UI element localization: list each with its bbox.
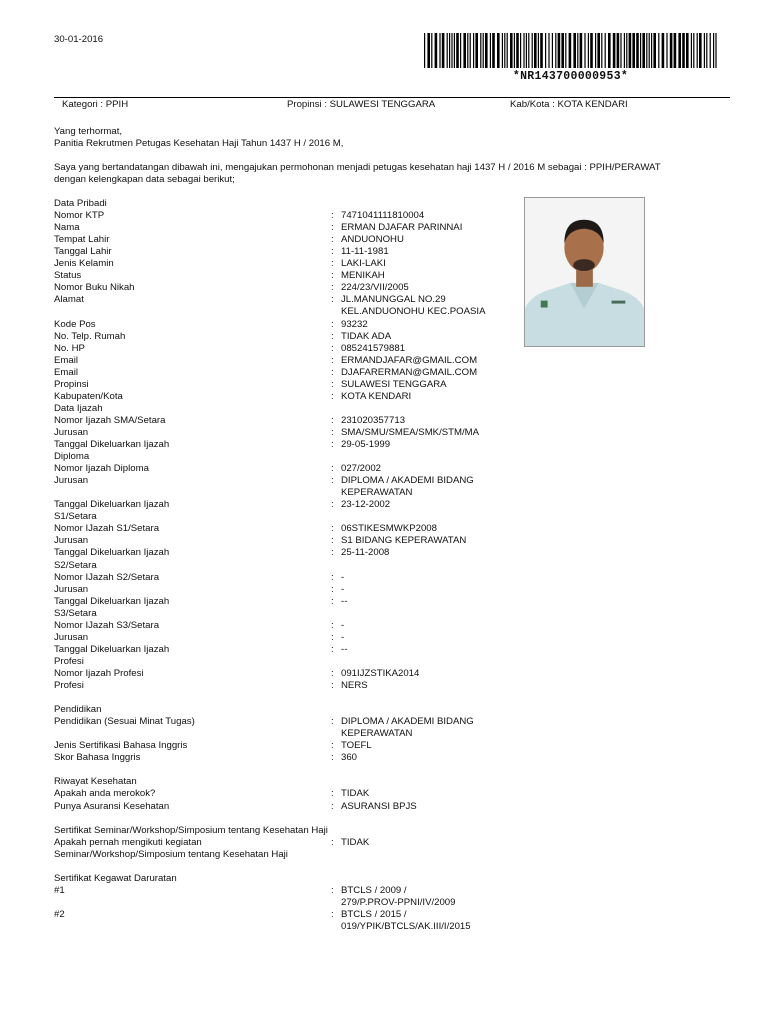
field-separator: : xyxy=(331,595,334,607)
intro-line-1: Saya yang bertandatangan dibawah ini, mengajukan permohonan menjadi petugas kesehatan haji 1437 H / 2016 M sebagai : PPIH/PERAWAT xyxy=(54,162,661,173)
field-separator: : xyxy=(331,270,334,282)
field-value-kode-pos: 93232 xyxy=(341,318,368,330)
field-label-pendidikan: Pendidikan xyxy=(54,704,102,716)
field-value-nomor-ijazah-s1-setara: 06STIKESMWKP2008 xyxy=(341,523,437,535)
field-value-jurusan: S1 BIDANG KEPERAWATAN xyxy=(341,535,467,547)
field-label-sertifikat-kegawat-daruratan: Sertifikat Kegawat Daruratan xyxy=(54,872,177,884)
field-separator: : xyxy=(331,680,334,691)
field-separator: : xyxy=(331,342,334,354)
field-label-data-ijazah: Data Ijazah xyxy=(54,402,103,414)
field-separator: : xyxy=(331,378,334,390)
field-value-nomor-buku-nikah: 224/23/VII/2005 xyxy=(341,282,409,294)
field-label-no-telp-rumah: No. Telp. Rumah xyxy=(54,330,126,342)
field-label-profesi: Profesi xyxy=(54,680,84,691)
field-value-apakah-pernah-mengikuti-kegiatan: TIDAK xyxy=(341,836,370,848)
field-separator: : xyxy=(331,643,334,655)
field-label-punya-asuransi-kesehatan: Punya Asuransi Kesehatan xyxy=(54,800,170,812)
greeting-line-1: Yang terhormat, xyxy=(54,126,123,137)
field-label-s1-setara: S1/Setara xyxy=(54,511,97,523)
barcode-text: *NR143700000953* xyxy=(512,70,629,83)
header-kategori: Kategori : PPIH xyxy=(62,99,129,110)
field-value-continued: 019/YPIK/BTCLS/AK.III/I/2015 xyxy=(341,921,471,932)
field-separator: : xyxy=(331,390,334,402)
field-value-no-hp: 085241579881 xyxy=(341,342,406,354)
field-label-sertifikat-seminar-workshop-simposium-tentang-kesehatan-haji: Sertifikat Seminar/Workshop/Simposium tentang Kesehatan Haji xyxy=(54,824,328,836)
field-value-jenis-kelamin: LAKI-LAKI xyxy=(341,258,386,270)
field-label-tanggal-dikeluarkan-ijazah: Tanggal Dikeluarkan Ijazah xyxy=(54,499,170,511)
field-separator: : xyxy=(331,366,334,378)
field-label-kabupaten-kota: Kabupaten/Kota xyxy=(54,390,123,402)
field-separator: : xyxy=(331,523,334,535)
field-separator: : xyxy=(331,414,334,426)
field-separator: : xyxy=(331,800,334,812)
intro-line-2: dengan kelengkapan data sebagai berikut; xyxy=(54,174,235,185)
field-label-nomor-ijazah-s2-setara: Nomor IJazah S2/Setara xyxy=(54,571,160,583)
field-value-profesi: NERS xyxy=(341,680,368,691)
field-label-jurusan: Jurusan xyxy=(54,583,89,595)
field-separator: : xyxy=(331,234,334,246)
field-label-nomor-ktp: Nomor KTP xyxy=(54,210,105,222)
field-label-s2-setara: S2/Setara xyxy=(54,559,97,571)
field-label-2: #2 xyxy=(54,908,65,920)
field-label-jurusan: Jurusan xyxy=(54,475,89,487)
header-divider xyxy=(54,97,730,98)
field-label-tanggal-dikeluarkan-ijazah: Tanggal Dikeluarkan Ijazah xyxy=(54,439,170,450)
field-label-tanggal-lahir: Tanggal Lahir xyxy=(54,246,112,258)
field-label-tanggal-dikeluarkan-ijazah: Tanggal Dikeluarkan Ijazah xyxy=(54,595,170,607)
field-label-seminar-workshop-simposium-tentang-kesehatan-haji: Seminar/Workshop/Simposium tentang Kesehatan Haji xyxy=(54,848,288,860)
field-label-tanggal-dikeluarkan-ijazah: Tanggal Dikeluarkan Ijazah xyxy=(54,643,170,655)
field-value-apakah-anda-merokok: TIDAK xyxy=(341,788,370,800)
field-label-nomor-ijazah-s1-setara: Nomor IJazah S1/Setara xyxy=(54,523,160,535)
field-label-status: Status xyxy=(54,270,82,282)
field-separator: : xyxy=(331,752,334,764)
field-label-no-hp: No. HP xyxy=(54,342,85,354)
field-value-nomor-ijazah-sma-setara: 231020357713 xyxy=(341,414,406,426)
field-value-jenis-sertifikasi-bahasa-inggris: TOEFL xyxy=(341,740,372,752)
field-label-nomor-ijazah-sma-setara: Nomor Ijazah SMA/Setara xyxy=(54,414,166,426)
field-value-tanggal-dikeluarkan-ijazah: 23-12-2002 xyxy=(341,499,391,511)
field-value-tanggal-dikeluarkan-ijazah: 29-05-1999 xyxy=(341,439,391,450)
field-separator: : xyxy=(331,294,334,306)
field-value-punya-asuransi-kesehatan: ASURANSI BPJS xyxy=(341,800,417,812)
document-date: 30-01-2016 xyxy=(54,34,104,45)
field-separator: : xyxy=(331,475,334,487)
field-value-nama: ERMAN DJAFAR PARINNAI xyxy=(341,222,463,234)
field-label-email: Email xyxy=(54,366,78,378)
field-separator: : xyxy=(331,535,334,547)
field-separator: : xyxy=(331,884,334,896)
field-label-riwayat-kesehatan: Riwayat Kesehatan xyxy=(54,776,137,788)
field-value-pendidikan-sesuai-minat-tugas: DIPLOMA / AKADEMI BIDANG xyxy=(341,716,474,728)
field-value-jurusan: DIPLOMA / AKADEMI BIDANG xyxy=(341,475,474,487)
field-label-nomor-buku-nikah: Nomor Buku Nikah xyxy=(54,282,135,294)
field-value-continued: KEL.ANDUONOHU KEC.POASIA xyxy=(341,306,486,318)
field-label-profesi: Profesi xyxy=(54,655,84,667)
field-value-tanggal-lahir: 11-11-1981 xyxy=(341,246,389,258)
field-separator: : xyxy=(331,716,334,728)
field-label-email: Email xyxy=(54,354,78,366)
field-separator: : xyxy=(331,330,334,342)
field-label-nomor-ijazah-profesi: Nomor Ijazah Profesi xyxy=(54,667,144,679)
applicant-photo xyxy=(524,197,645,347)
field-value-nomor-ijazah-s2-setara: - xyxy=(341,571,345,583)
field-value-continued: KEPERAWATAN xyxy=(341,487,413,499)
field-value-2: BTCLS / 2015 / xyxy=(341,908,407,920)
field-label-kode-pos: Kode Pos xyxy=(54,318,96,330)
field-separator: : xyxy=(331,318,334,330)
field-label-nomor-ijazah-diploma: Nomor Ijazah Diploma xyxy=(54,463,149,475)
field-label-nama: Nama xyxy=(54,222,80,234)
field-value-jurusan: SMA/SMU/SMEA/SMK/STM/MA xyxy=(341,426,480,438)
field-label-data-pribadi: Data Pribadi xyxy=(54,198,107,209)
barcode xyxy=(424,33,717,68)
field-value-no-telp-rumah: TIDAK ADA xyxy=(341,330,392,342)
field-separator: : xyxy=(331,258,334,270)
field-value-tanggal-dikeluarkan-ijazah: 25-11-2008 xyxy=(341,547,390,559)
field-value-status: MENIKAH xyxy=(341,270,385,282)
field-label-jenis-kelamin: Jenis Kelamin xyxy=(54,258,114,270)
field-value-1: BTCLS / 2009 / xyxy=(341,884,407,896)
field-separator: : xyxy=(331,583,334,595)
field-label-tempat-lahir: Tempat Lahir xyxy=(54,234,110,246)
field-separator: : xyxy=(331,667,334,679)
field-value-kabupaten-kota: KOTA KENDARI xyxy=(341,390,412,402)
greeting-line-2: Panitia Rekrutmen Petugas Kesehatan Haji Tahun 1437 H / 2016 M, xyxy=(54,138,344,149)
field-separator: : xyxy=(331,836,334,848)
field-separator: : xyxy=(331,282,334,294)
field-label-nomor-ijazah-s3-setara: Nomor IJazah S3/Setara xyxy=(54,619,160,631)
field-separator: : xyxy=(331,426,334,438)
header-propinsi: Propinsi : SULAWESI TENGGARA xyxy=(287,99,436,110)
field-separator: : xyxy=(331,499,334,511)
field-value-continued: 279/P.PROV-PPNI/IV/2009 xyxy=(341,896,456,908)
field-value-email: DJAFARERMAN@GMAIL.COM xyxy=(341,366,478,378)
field-label-propinsi: Propinsi xyxy=(54,378,89,390)
field-label-jurusan: Jurusan xyxy=(54,426,89,438)
field-value-alamat: JL.MANUNGGAL NO.29 xyxy=(341,294,446,306)
field-value-tanggal-dikeluarkan-ijazah: -- xyxy=(341,595,348,607)
field-separator: : xyxy=(331,463,334,475)
field-label-s3-setara: S3/Setara xyxy=(54,607,97,619)
field-separator: : xyxy=(331,740,334,752)
field-separator: : xyxy=(331,354,334,366)
field-value-skor-bahasa-inggris: 360 xyxy=(341,752,358,764)
field-separator: : xyxy=(331,788,334,800)
field-value-jurusan: - xyxy=(341,631,345,643)
field-label-tanggal-dikeluarkan-ijazah: Tanggal Dikeluarkan Ijazah xyxy=(54,547,170,559)
field-label-pendidikan-sesuai-minat-tugas: Pendidikan (Sesuai Minat Tugas) xyxy=(54,716,195,728)
field-separator: : xyxy=(331,439,334,450)
field-separator: : xyxy=(331,631,334,643)
field-label-jurusan: Jurusan xyxy=(54,535,89,547)
field-separator: : xyxy=(331,547,334,559)
header-kabkota: Kab/Kota : KOTA KENDARI xyxy=(510,99,628,110)
field-label-jurusan: Jurusan xyxy=(54,631,89,643)
field-value-propinsi: SULAWESI TENGGARA xyxy=(341,378,447,390)
field-value-email: ERMANDJAFAR@GMAIL.COM xyxy=(341,354,478,366)
field-separator: : xyxy=(331,571,334,583)
field-separator: : xyxy=(331,246,334,258)
field-value-jurusan: - xyxy=(341,583,345,595)
field-value-tanggal-dikeluarkan-ijazah: -- xyxy=(341,643,348,655)
field-label-apakah-anda-merokok: Apakah anda merokok? xyxy=(54,788,156,800)
field-separator: : xyxy=(331,619,334,631)
field-value-nomor-ijazah-s3-setara: - xyxy=(341,619,345,631)
field-value-continued: KEPERAWATAN xyxy=(341,728,413,740)
field-label-alamat: Alamat xyxy=(54,294,84,306)
field-value-nomor-ijazah-diploma: 027/2002 xyxy=(341,463,382,475)
field-label-diploma: Diploma xyxy=(54,451,90,463)
field-separator: : xyxy=(331,908,334,920)
field-label-skor-bahasa-inggris: Skor Bahasa Inggris xyxy=(54,752,141,764)
field-separator: : xyxy=(331,222,334,234)
field-label-apakah-pernah-mengikuti-kegiatan: Apakah pernah mengikuti kegiatan xyxy=(54,836,202,848)
field-separator: : xyxy=(331,210,334,222)
field-label-jenis-sertifikasi-bahasa-inggris: Jenis Sertifikasi Bahasa Inggris xyxy=(54,740,188,752)
field-value-nomor-ktp: 7471041111810004 xyxy=(341,210,425,222)
field-value-nomor-ijazah-profesi: 091IJZSTIKA2014 xyxy=(341,667,420,679)
field-value-tempat-lahir: ANDUONOHU xyxy=(341,234,404,246)
field-label-1: #1 xyxy=(54,884,65,896)
